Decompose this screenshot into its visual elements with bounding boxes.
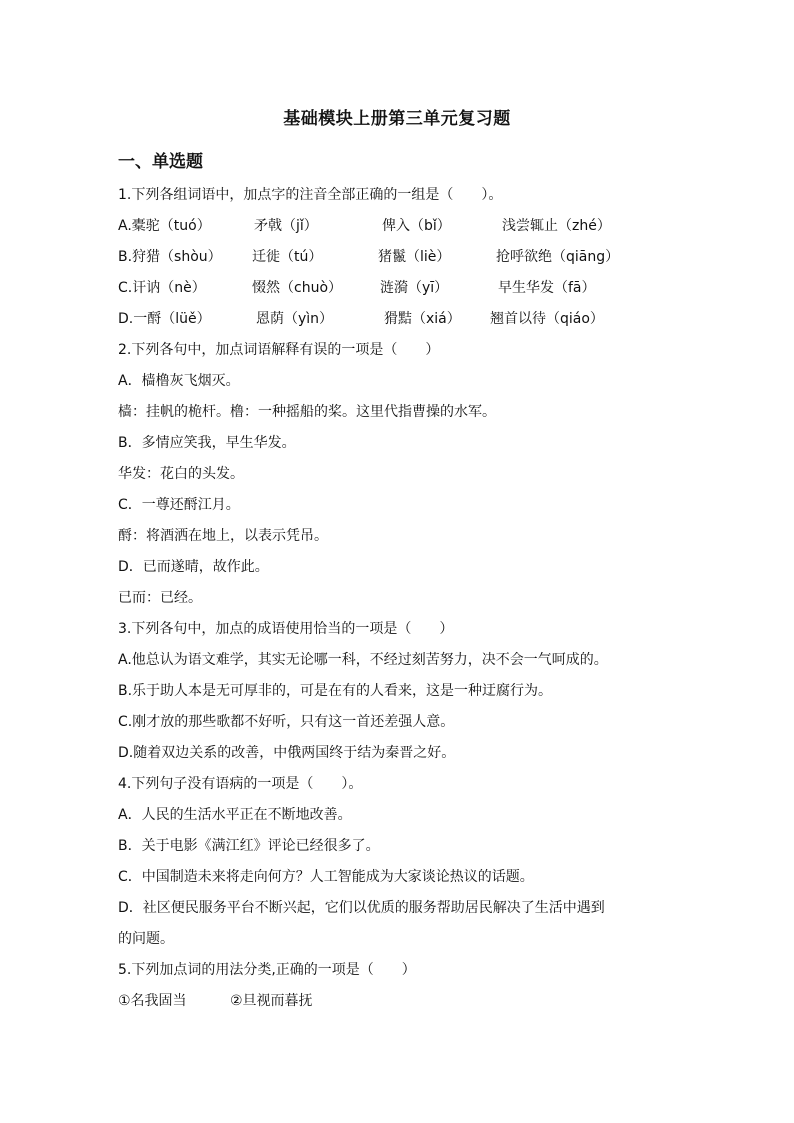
- question-2-line: 樯：挂帆的桅杆。橹：一种摇船的桨。这里代指曹操的水军。: [118, 404, 496, 420]
- option-item: 涟漪（yī）: [380, 280, 449, 296]
- question-5-item: ①名我固当: [118, 993, 187, 1009]
- question-1-option-row: [118, 214, 688, 245]
- question-3-line: A.他总认为语文难学，其实无论哪一科，不经过刻苦努力，决不会一气呵成的。: [118, 652, 608, 668]
- question-2-line: A．樯橹灰飞烟灭。: [118, 373, 240, 389]
- option-item: 恩荫（yìn）: [256, 311, 334, 327]
- question-2-line: 已而：已经。: [118, 590, 202, 606]
- option-item: 猾黠（xiá）: [384, 311, 461, 327]
- option-item: C.讦讷（nè）: [118, 280, 206, 296]
- question-2-stem: 2.下列各句中，加点词语解释有误的一项是（ ）: [118, 342, 440, 358]
- question-1-option-row: [118, 276, 688, 307]
- option-item: 矛戟（jǐ）: [254, 218, 318, 234]
- question-1-option-row: [118, 307, 688, 338]
- question-4-line: A．人民的生活水平正在不断地改善。: [118, 807, 352, 823]
- question-5-item: ②旦视而暮抚: [230, 993, 313, 1009]
- question-4-line: C．中国制造未来将走向何方？人工智能成为大家谈论热议的话题。: [118, 869, 534, 885]
- document-title: 基础模块上册第三单元复习题: [283, 109, 511, 129]
- question-1-stem: 1.下列各组词语中，加点字的注音全部正确的一组是（ ）。: [118, 187, 503, 203]
- section-heading: 一、单选题: [118, 152, 203, 172]
- option-item: 抢呼欲绝（qiāng）: [496, 249, 620, 265]
- option-item: 惙然（chuò）: [252, 280, 343, 296]
- question-1-option-row: [118, 245, 688, 276]
- question-4-line: 的问题。: [118, 931, 174, 947]
- question-4-line: B．关于电影《满江红》评论已经很多了。: [118, 838, 380, 854]
- question-2-line: D．已而遂晴，故作此。: [118, 559, 269, 575]
- question-5-items: [118, 989, 688, 1020]
- question-4-stem: 4.下列句子没有语病的一项是（ ）。: [118, 776, 363, 792]
- question-2-line: 华发：花白的头发。: [118, 466, 244, 482]
- question-3-line: B.乐于助人本是无可厚非的，可是在有的人看来，这是一种迂腐行为。: [118, 683, 553, 699]
- option-item: D.一酹（lüě）: [118, 311, 211, 327]
- option-item: A.橐驼（tuó）: [118, 218, 211, 234]
- option-item: 猪鬣（liè）: [378, 249, 451, 265]
- option-item: 迁徙（tú）: [252, 249, 323, 265]
- option-item: 俾入（bǐ）: [382, 218, 451, 234]
- question-2-line: C．一尊还酹江月。: [118, 497, 240, 513]
- option-item: 浅尝辄止（zhé）: [502, 218, 611, 234]
- question-2-line: B．多情应笑我，早生华发。: [118, 435, 296, 451]
- question-3-line: D.随着双边关系的改善，中俄两国终于结为秦晋之好。: [118, 745, 456, 761]
- question-3-stem: 3.下列各句中，加点的成语使用恰当的一项是（ ）: [118, 621, 454, 637]
- question-5-stem: 5.下列加点词的用法分类,正确的一项是（ ）: [118, 962, 416, 978]
- question-3-line: C.刚才放的那些歌都不好听，只有这一首还差强人意。: [118, 714, 455, 730]
- option-item: 翘首以待（qiáo）: [490, 311, 604, 327]
- option-item: 早生华发（fā）: [498, 280, 596, 296]
- question-4-line: D．社区便民服务平台不断兴起，它们以优质的服务帮助居民解决了生活中遇到: [118, 900, 605, 916]
- question-2-line: 酹：将酒洒在地上，以表示凭吊。: [118, 528, 328, 544]
- question-list: [118, 183, 688, 1020]
- option-item: B.狩猎（shòu）: [118, 249, 222, 265]
